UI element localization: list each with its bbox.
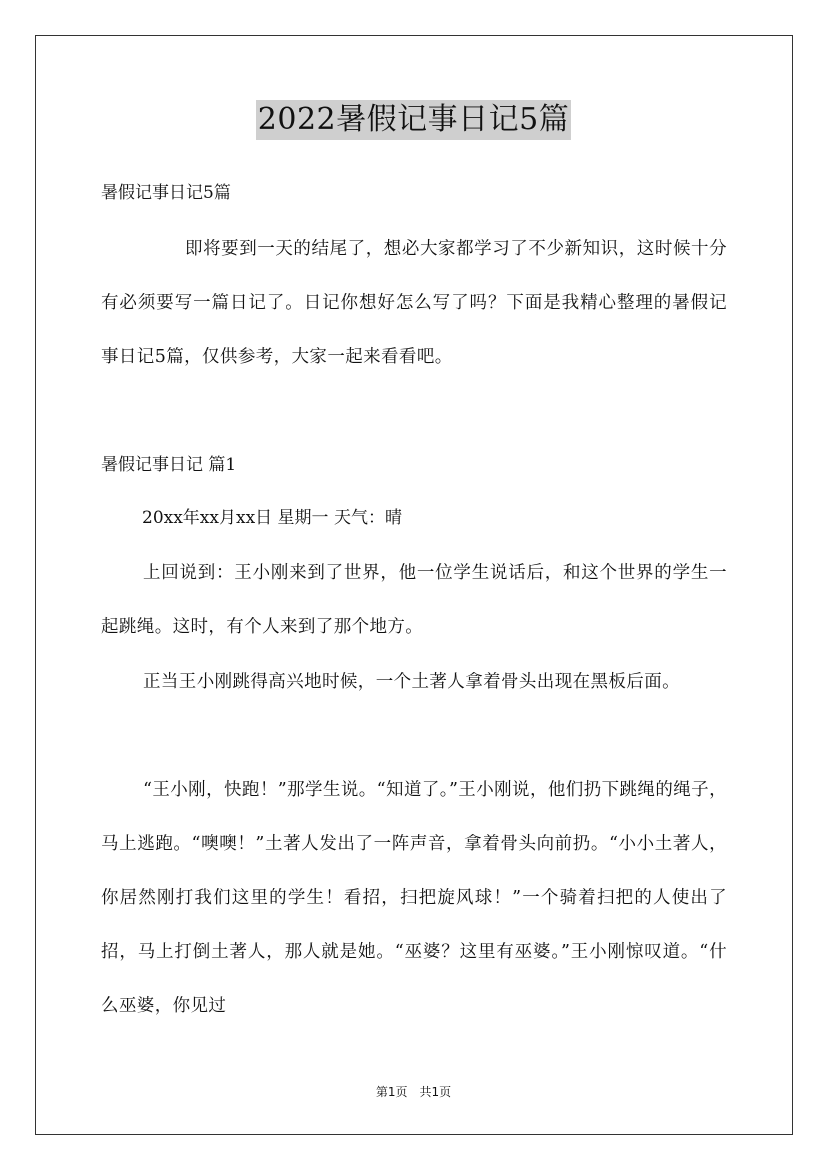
body-paragraph: 上回说到：王小刚来到了世界，他一位学生说话后，和这个世界的学生一起跳绳。这时，有个人来到了那个地方。 [101,563,727,637]
title-container [0,100,827,140]
date-weather-line: 20xx年xx月xx日 星期一 天气：晴 [142,508,402,528]
intro-paragraph: 即将要到一天的结尾了，想必大家都学习了不少新知识，这时候十分有必须要写一篇日记了。日记你想好怎么写了吗？下面是我精心整理的暑假记事日记5篇，仅供参考，大家一起来看看吧。 [101,239,727,367]
section-heading: 暑假记事日记 篇1 [101,455,237,475]
page-title: 2022暑假记事日记5篇 [256,100,571,140]
body-paragraph: “王小刚，快跑！”那学生说。“知道了。”王小刚说，他们扔下跳绳的绳子，马上逃跑。“噢噢！”土著人发出了一阵声音，拿着骨头向前扔。“小小土著人，你居然刚打我们这里的学生！看招，扫把旋风球！”一个骑着扫把的人使出了招，马上打倒土著人，那人就是她。“巫婆？这里有巫婆。”王小刚惊叹道。“什么巫婆，你见过 [101,780,727,1016]
body-paragraph: 正当王小刚跳得高兴地时候，一个土著人拿着骨头出现在黑板后面。 [143,672,680,692]
document-subtitle: 暑假记事日记5篇 [101,183,231,203]
page-footer: 第1页 共1页 [375,1085,452,1099]
